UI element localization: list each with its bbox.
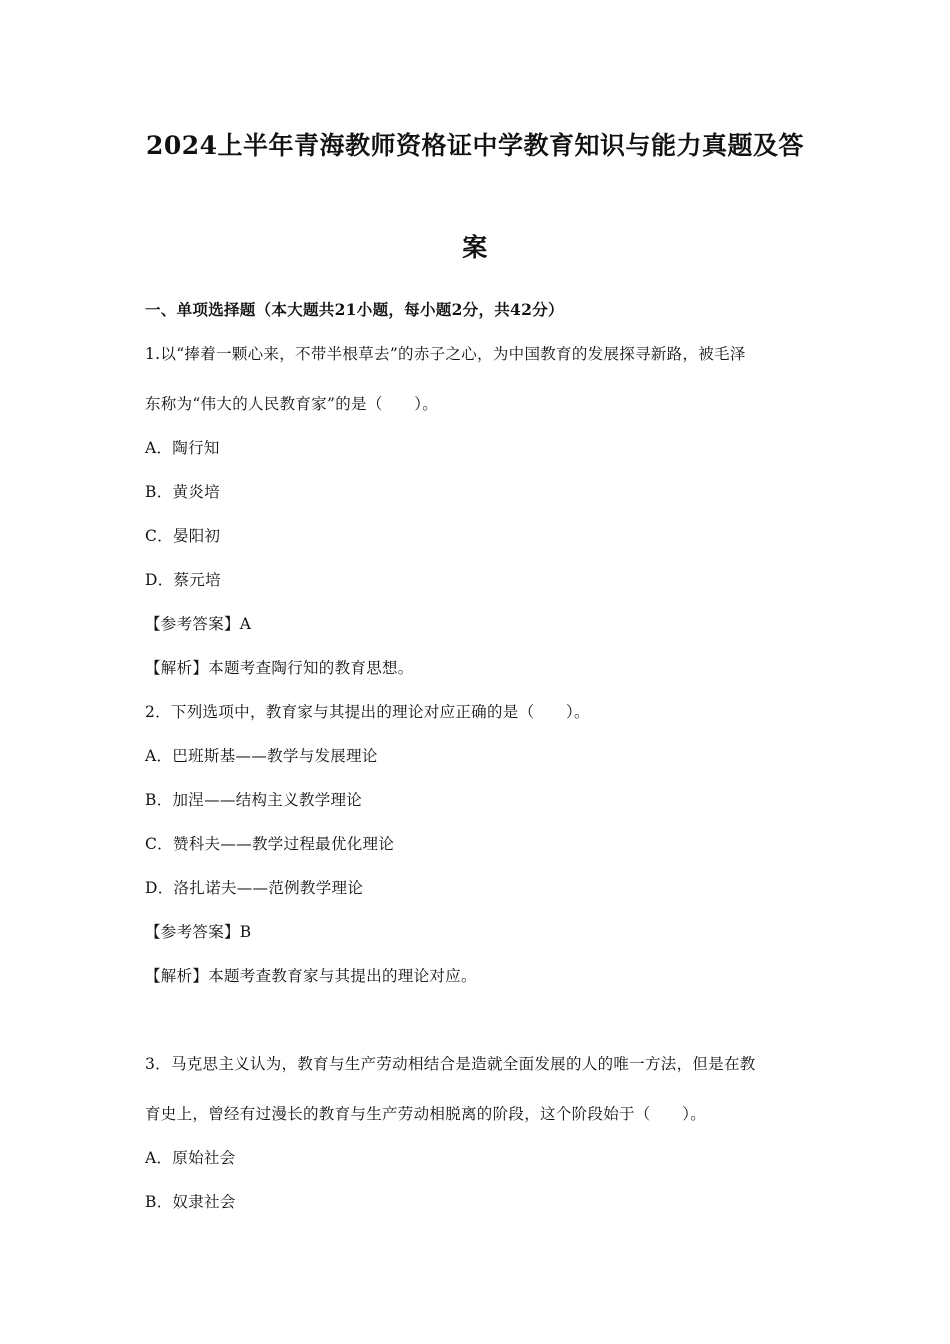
section-heading: 一、单项选择题（本大题共21小题，每小题2分，共42分） bbox=[145, 300, 564, 319]
question-3-stem-line1: 3．马克思主义认为，教育与生产劳动相结合是造就全面发展的人的唯一方法，但是在教 bbox=[145, 1055, 756, 1073]
document-title-line1: 2024上半年青海教师资格证中学教育知识与能力真题及答 bbox=[145, 131, 805, 160]
document-title-line2: 案 bbox=[462, 233, 488, 262]
question-1-option-a: A．陶行知 bbox=[145, 439, 220, 457]
question-1-analysis: 【解析】本题考查陶行知的教育思想。 bbox=[145, 659, 414, 677]
question-3-stem-line2: 育史上，曾经有过漫长的教育与生产劳动相脱离的阶段，这个阶段始于（ ）。 bbox=[145, 1105, 707, 1123]
question-2-option-c: C．赞科夫——教学过程最优化理论 bbox=[145, 835, 395, 853]
question-1-option-d: D．蔡元培 bbox=[145, 571, 221, 589]
question-2-analysis: 【解析】本题考查教育家与其提出的理论对应。 bbox=[145, 967, 477, 985]
question-1-option-b: B．黄炎培 bbox=[145, 483, 220, 501]
question-1-answer: 【参考答案】A bbox=[145, 615, 252, 633]
question-3-option-a: A．原始社会 bbox=[145, 1149, 236, 1167]
question-1-option-c: C．晏阳初 bbox=[145, 527, 221, 545]
question-3-option-b: B．奴隶社会 bbox=[145, 1193, 236, 1211]
question-1-stem-line2: 东称为“伟大的人民教育家”的是（ ）。 bbox=[145, 395, 439, 413]
question-2-option-d: D．洛扎诺夫——范例教学理论 bbox=[145, 879, 364, 897]
question-2-option-a: A．巴班斯基——教学与发展理论 bbox=[145, 747, 378, 765]
question-2-option-b: B．加涅——结构主义教学理论 bbox=[145, 791, 363, 809]
question-2-answer: 【参考答案】B bbox=[145, 923, 252, 941]
question-1-stem-line1: 1.以“捧着一颗心来，不带半根草去”的赤子之心，为中国教育的发展探寻新路，被毛泽 bbox=[145, 345, 746, 363]
question-2-stem-line1: 2．下列选项中，教育家与其提出的理论对应正确的是（ ）。 bbox=[145, 703, 590, 721]
